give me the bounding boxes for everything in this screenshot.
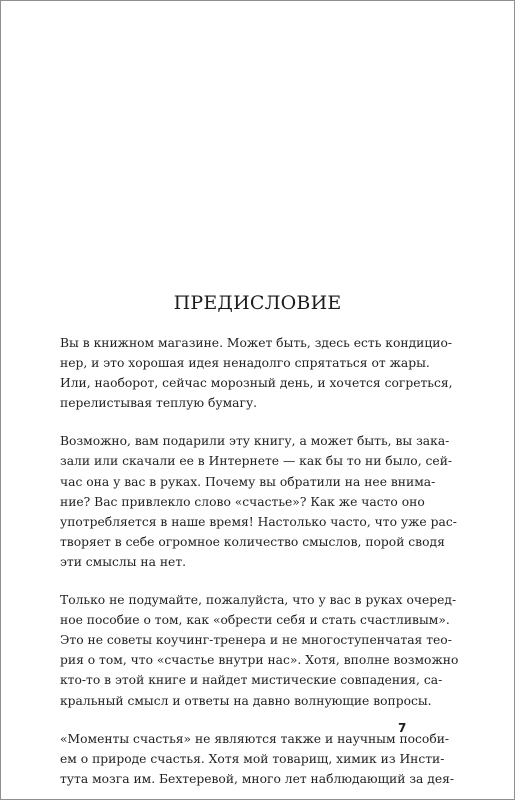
text-line: ние? Вас привлекло слово «счастье»? Как же часто оно <box>60 494 425 509</box>
paragraph-3 <box>60 590 459 711</box>
text-line: тута мозга им. Бехтеревой, много лет наблюдающий за дея- <box>60 771 455 786</box>
text-line: эти смыслы на нет. <box>60 554 187 569</box>
text-line: ное пособие о том, как «обрести себя и стать счастливым». <box>60 613 450 628</box>
paragraph-2 <box>60 431 457 572</box>
paragraph-1 <box>60 333 453 413</box>
text-line: перелистывая теплую бумагу. <box>60 396 258 411</box>
text-line: Возможно, вам подарили эту книгу, а может быть, вы зака- <box>60 434 450 449</box>
text-line: рия о том, что «счастье внутри нас». Хотя, вполне возможно <box>60 653 459 668</box>
body-text <box>60 333 459 807</box>
paragraph-4 <box>60 729 455 789</box>
text-line: нер, и это хорошая идея ненадолго спрятаться от жары. <box>60 356 430 371</box>
text-line: кральный смысл и ответы на давно волнующие вопросы. <box>60 693 432 708</box>
text-line: Это не советы коучинг-тренера и не многоступенчатая тео- <box>60 633 452 648</box>
text-line: творяет в себе огромное количество смыслов, порой сводя <box>60 534 445 549</box>
text-line: ем о природе счастья. Хотя мой товарищ, химик из Инсти- <box>60 751 445 766</box>
text-line: употребляется в наше время! Настолько часто, что уже рас- <box>60 514 457 529</box>
text-line: «Моменты счастья» не являются также и научным пособи- <box>60 731 450 746</box>
text-line: Вы в книжном магазине. Может быть, здесь есть кондицио- <box>60 336 453 350</box>
text-line: зали или скачали ее в Интернете — как бы то ни было, сей- <box>60 454 453 469</box>
page-number: 7 <box>398 721 407 735</box>
text-line: кто-то в этой книге и найдет мистические совпадения, са- <box>60 673 443 688</box>
text-line: Только не подумайте, пожалуйста, что у вас в руках очеред- <box>60 593 457 608</box>
chapter-title: ПРЕДИСЛОВИЕ <box>173 292 342 314</box>
text-line: час она у вас в руках. Почему вы обратили на нее внима- <box>60 474 436 489</box>
text-line: Или, наоборот, сейчас морозный день, и хочется согреться, <box>60 376 453 391</box>
